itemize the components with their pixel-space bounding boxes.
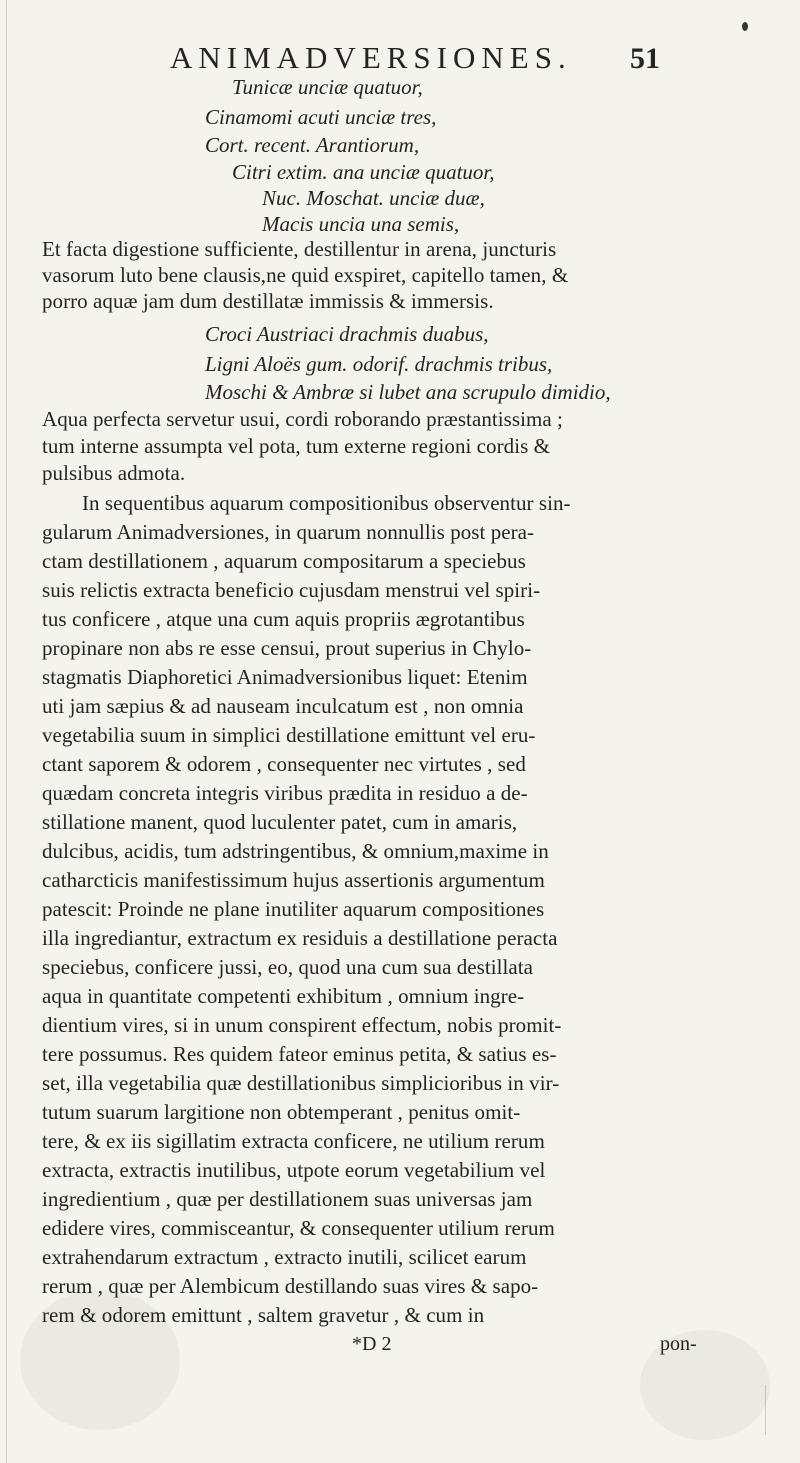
text-line: stillatione manent, quod luculenter patet, cum in amaris, — [42, 810, 518, 834]
text-line: speciebus, conficere jussi, eo, quod una cum sua destillata — [42, 955, 534, 979]
text-line: porro aquæ jam dum destillatæ immissis & immersis. — [42, 289, 494, 313]
text-line: illa ingrediantur, extractum ex residuis a destillatione peracta — [42, 926, 558, 950]
text-line: tere possumus. Res quidem fateor eminus petita, & satius es- — [42, 1042, 557, 1066]
text-line: ctam destillationem , aquarum compositarum a speciebus — [42, 549, 526, 573]
ink-spot — [742, 22, 748, 31]
text-line: extracta, extractis inutilibus, utpote eorum vegetabilium vel — [42, 1158, 546, 1182]
text-line: propinare non abs re esse censui, prout superius in Chylo- — [42, 636, 532, 660]
page-edge-line — [6, 0, 7, 1463]
recipe-line: Citri extim. ana unciæ quatuor, — [232, 160, 495, 184]
text-line: extrahendarum extractum , extracto inutili, scilicet earum — [42, 1245, 527, 1269]
text-line: dientium vires, si in unum conspirent effectum, nobis promit- — [42, 1013, 562, 1037]
text-line: Et facta digestione sufficiente, destillentur in arena, juncturis — [42, 237, 557, 261]
recipe-line: Ligni Aloës gum. odorif. drachmis tribus, — [205, 352, 553, 376]
text-line: aqua in quantitate competenti exhibitum , omnium ingre- — [42, 984, 525, 1008]
text-line: patescit: Proinde ne plane inutiliter aquarum compositiones — [42, 897, 545, 921]
text-line: suis relictis extracta beneficio cujusdam menstrui vel spiri- — [42, 578, 541, 602]
text-line: vegetabilia suum in simplici destillatione emittunt vel eru- — [42, 723, 536, 747]
signature-mark: *D 2 — [352, 1333, 392, 1355]
text-line: quædam concreta integris viribus prædita in residuo a de- — [42, 781, 528, 805]
recipe-line: Macis uncia una semis, — [262, 212, 460, 236]
page-number: 51 — [630, 42, 660, 75]
recipe-line: Cort. recent. Arantiorum, — [205, 133, 420, 157]
text-line: edidere vires, commisceantur, & consequenter utilium rerum — [42, 1216, 555, 1240]
recipe-line: Moschi & Ambræ si lubet ana scrupulo dimidio, — [205, 380, 611, 404]
text-line: tus conficere , atque una cum aquis propriis ægrotantibus — [42, 607, 525, 631]
text-line: gularum Animadversiones, in quarum nonnullis post pera- — [42, 520, 535, 544]
page-edge-line — [765, 1385, 766, 1435]
text-line: In sequentibus aquarum compositionibus observentur sin- — [82, 491, 571, 515]
text-line: catharcticis manifestissimum hujus assertionis argumentum — [42, 868, 545, 892]
text-line: uti jam sæpius & ad nauseam inculcatum est , non omnia — [42, 694, 524, 718]
text-line: tum interne assumpta vel pota, tum externe regioni cordis & — [42, 434, 550, 458]
text-line: ingredientium , quæ per destillationem suas universas jam — [42, 1187, 533, 1211]
text-line: tutum suarum largitione non obtemperant , penitus omit- — [42, 1100, 521, 1124]
catchword: pon- — [660, 1333, 697, 1355]
text-line: pulsibus admota. — [42, 461, 186, 485]
text-line: tere, & ex iis sigillatim extracta conficere, ne utilium rerum — [42, 1129, 545, 1153]
text-line: rerum , quæ per Alembicum destillando suas vires & sapo- — [42, 1274, 539, 1298]
recipe-line: Cinamomi acuti unciæ tres, — [205, 105, 437, 129]
text-line: dulcibus, acidis, tum adstringentibus, & omnium,maxime in — [42, 839, 549, 863]
text-line: set, illa vegetabilia quæ destillationibus simplicioribus in vir- — [42, 1071, 560, 1095]
text-line: rem & odorem emittunt , saltem gravetur , & cum in — [42, 1303, 485, 1327]
text-line: Aqua perfecta servetur usui, cordi roborando præstantissima ; — [42, 407, 563, 431]
recipe-line: Tunicæ unciæ quatuor, — [232, 75, 423, 99]
recipe-line: Croci Austriaci drachmis duabus, — [205, 322, 489, 346]
running-title: ANIMADVERSIONES. — [170, 40, 572, 75]
text-line: ctant saporem & odorem , consequenter nec virtutes , sed — [42, 752, 526, 776]
text-line: vasorum luto bene clausis,ne quid exspiret, capitello tamen, & — [42, 263, 569, 287]
text-line: stagmatis Diaphoretici Animadversionibus liquet: Etenim — [42, 665, 528, 689]
recipe-line: Nuc. Moschat. unciæ duæ, — [262, 186, 485, 210]
